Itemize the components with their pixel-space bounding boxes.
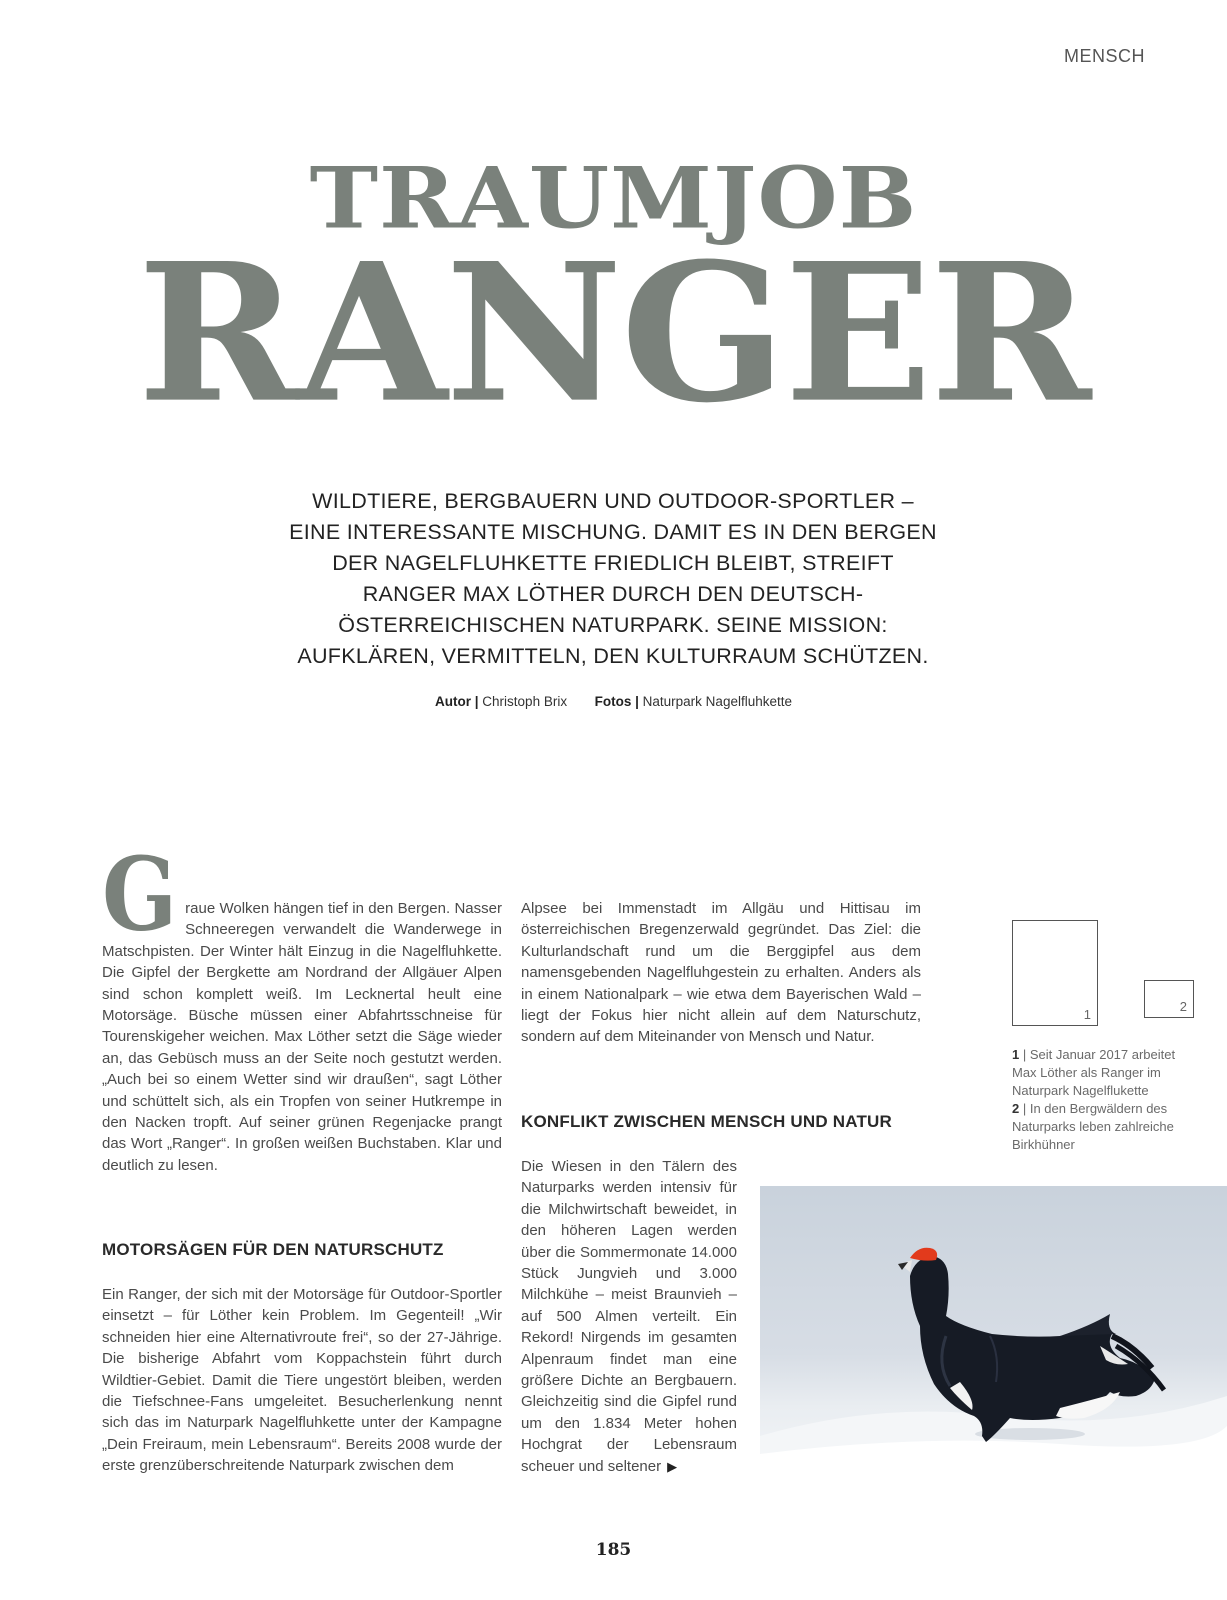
lead-line: RANGER MAX LÖTHER DURCH DEN DEUTSCH- <box>362 582 864 606</box>
drop-cap: G <box>102 834 178 954</box>
image-number: 1 <box>1083 1007 1091 1022</box>
lead-paragraph <box>263 486 963 672</box>
body-paragraph-text: Die Wiesen in den Tälern des Naturparks werden intensiv für die Milchwirtschaft beweidet, in den höheren Lagen werden über die Sommermonate 14.000 Stück Jungvieh und 3.000 Milchkühe – meist Braunvieh – auf 500 Almen verteilt. Ein Rekord! Nirgends im gesamten Alpenraum findet man eine größere Dichte an Bergbauern. Gleichzeitig sind die Gipfel rund um den 1.834 Meter hohen Hochgrat der Lebensraum scheuer und seltener <box>521 1158 737 1475</box>
intro-paragraph <box>102 834 502 1176</box>
lead-line: EINE INTERESSANTE MISCHUNG. DAMIT ES IN DEN BERGEN <box>289 520 937 544</box>
subheading-konflikt: KONFLIKT ZWISCHEN MENSCH UND NATUR <box>521 1112 893 1131</box>
credits <box>0 694 1227 709</box>
caption-item <box>1012 1100 1202 1154</box>
caption-text: | Seit Januar 2017 arbeitet Max Löther als Ranger im Naturpark Nagelflukette <box>1012 1047 1176 1098</box>
image-caption <box>1012 1046 1202 1154</box>
body-paragraph <box>521 1156 737 1477</box>
lead-line: AUFKLÄREN, VERMITTELN, DEN KULTURRAUM SCHÜTZEN. <box>297 644 929 668</box>
continue-arrow-icon: ▶ <box>667 1458 678 1474</box>
author-name: Christoph Brix <box>482 694 568 709</box>
page-number: 185 <box>595 1540 632 1560</box>
caption-text: | In den Bergwäldern des Naturparks leben zahlreiche Birkhühner <box>1012 1101 1174 1152</box>
body-column-2-lower <box>521 1156 737 1477</box>
image-placeholder-1 <box>1012 920 1098 1026</box>
image-placeholder-2 <box>1144 980 1194 1018</box>
body-column-1-lower <box>102 1284 502 1477</box>
body-column-1 <box>102 834 502 1176</box>
caption-number: 1 <box>1012 1047 1020 1062</box>
body-paragraph: Alpsee bei Immenstadt im Allgäu und Hittisau im österreichischen Bregenzerwald gegründet. Das Ziel: die Kulturlandschaft rund um die Berggipfel aus dem namensgebenden Nagelfluhgestein zu erhalten. Anders als in einem Nationalpark – wie etwa dem Bayerischen Wald – liegt der Fokus hier nicht allein auf dem Naturschutz, sondern auf dem Miteinander von Mensch und Natur. <box>521 900 921 1046</box>
black-grouse-illustration <box>760 1186 1227 1492</box>
body-paragraph: Ein Ranger, der sich mit der Motorsäge für Outdoor-Sportler einsetzt – für Löther kein Problem. Im Gegenteil! „Wir schneiden hier eine Alternativroute frei“, so der 27-Jährige. Die bisherige Abfahrt vom Koppachstein führt durch Wildtier-Gebiet. Damit die Tiere ungestört bleiben, werden die Tiefschnee-Fans umgeleitet. Besucherlenkung nennt sich das im Naturpark Nagelfluhkette unter der Kampagne „Dein Freiraum, mein Lebensraum“. Bereits 2008 wurde der erste grenzüberschreitende Naturpark zwischen dem <box>102 1286 502 1475</box>
black-grouse-photo <box>760 1186 1227 1492</box>
section-label: MENSCH <box>1063 46 1145 66</box>
lead-line: WILDTIERE, BERGBAUERN UND OUTDOOR-SPORTLER – <box>312 489 914 513</box>
caption-number: 2 <box>1012 1101 1020 1116</box>
lead-line: DER NAGELFLUHKETTE FRIEDLICH BLEIBT, STREIFT <box>332 551 894 575</box>
intro-text: raue Wolken hängen tief in den Bergen. Nasser Schneeregen verwandelt die Wanderwege in Matschpisten. Der Winter hält Einzug in die Nagelfluhkette. Die Gipfel der Bergkette am Nordrand der Allgäuer Alpen sind schon komplett weiß. Im Lecknertal heult eine Motorsäge. Büsche müssen einer Abfahrtsschneise für Tourenskigeher weichen. Max Löther setzt die Säge wieder an, das Gebüsch muss an der Seite noch gestutzt werden. „Auch bei so einem Wetter sind wir draußen“, sagt Löther und schüttelt sich, als ein Tropfen von seiner Hutkrempe in den Nacken tropft. Auf seiner grünen Regenjacke prangt das Wort „Ranger“. In großen weißen Buchstaben. Klar und deutlich zu lesen. <box>102 900 502 1174</box>
title-line-2: RANGER <box>137 221 1090 445</box>
body-column-2 <box>521 898 921 1048</box>
author-label: Autor | <box>435 694 479 709</box>
image-number: 2 <box>1179 999 1187 1014</box>
photos-credit: Naturpark Nagelfluhkette <box>642 694 792 709</box>
title-line-1: TRAUMJOB <box>309 148 918 248</box>
photos-label: Fotos | <box>594 694 639 709</box>
lead-line: ÖSTERREICHISCHEN NATURPARK. SEINE MISSION: <box>338 613 888 637</box>
subheading-motorsaegen: MOTORSÄGEN FÜR DEN NATURSCHUTZ <box>102 1240 444 1259</box>
caption-item <box>1012 1046 1202 1100</box>
